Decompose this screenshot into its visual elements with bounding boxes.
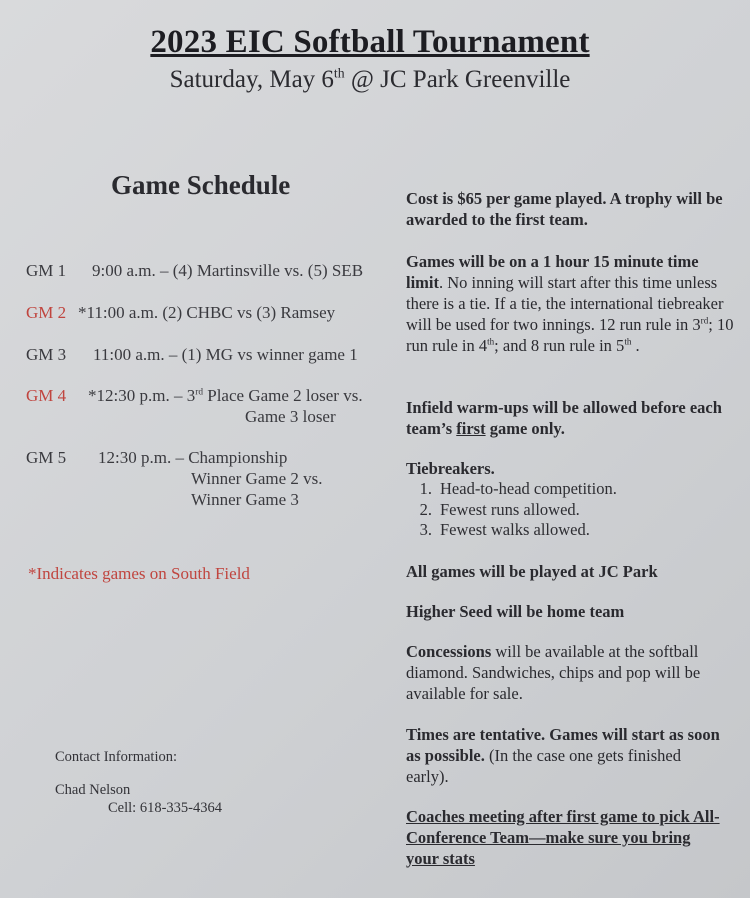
time-limit-note: Games will be on a 1 hour 15 minute time limit. No inning will start after this time unless there is a tie. If a tie, the international tiebreaker will be used for two innings. 12 run rule in 3rd; 10 run rule in 4th; and 8 run rule in 5th . [406, 252, 734, 355]
game-5-detail-line3: Winner Game 3 [191, 490, 299, 509]
coaches-meeting-note: Coaches meeting after first game to pick All-Conference Team—make sure you bring your stats [406, 807, 720, 868]
game-4-detail-line2: Game 3 loser [245, 407, 336, 426]
game-5-detail: 12:30 p.m. – Championship [98, 448, 288, 467]
game-3-id: GM 3 [26, 345, 67, 364]
tiebreaker-item: 1. Head-to-head competition. [419, 479, 617, 498]
tiebreakers-heading: Tiebreakers. [406, 459, 495, 478]
game-5-detail-line2: Winner Game 2 vs. [191, 469, 323, 488]
tiebreakers-list [406, 479, 617, 541]
cost-note: Cost is $65 per game played. A trophy will be awarded to the first team. [406, 189, 723, 229]
game-1-id: GM 1 [26, 261, 67, 280]
game-4-detail: *12:30 p.m. – 3rd Place Game 2 loser vs. [88, 386, 363, 405]
tiebreaker-item: 3. Fewest walks allowed. [419, 520, 590, 539]
game-4-id: GM 4 [26, 386, 67, 405]
concessions-note: Concessions will be available at the softball diamond. Sandwiches, chips and pop will be available for sale. [406, 642, 701, 703]
game-2-id: GM 2 [26, 303, 67, 322]
game-2-detail: *11:00 a.m. (2) CHBC vs (3) Ramsey [78, 303, 336, 322]
contact-cell: Cell: 618-335-4364 [108, 800, 222, 816]
tiebreaker-item: 2. Fewest runs allowed. [419, 499, 580, 519]
document-subtitle: Saturday, May 6th @ JC Park Greenville [169, 65, 571, 93]
south-field-footnote: *Indicates games on South Field [28, 564, 250, 583]
contact-label: Contact Information: [55, 749, 178, 765]
game-3-detail: 11:00 a.m. – (1) MG vs winner game 1 [93, 345, 358, 364]
venue-note: All games will be played at JC Park [406, 562, 658, 581]
document-title: 2023 EIC Softball Tournament [150, 24, 590, 60]
game-1-detail: 9:00 a.m. – (4) Martinsville vs. (5) SEB [92, 261, 364, 280]
contact-name: Chad Nelson [55, 782, 131, 798]
home-team-note: Higher Seed will be home team [406, 602, 625, 621]
schedule-heading: Game Schedule [111, 170, 291, 200]
times-note: Times are tentative. Games will start as soon as possible. (In the case one gets finished early). [406, 725, 720, 786]
warmups-note: Infield warm-ups will be allowed before each team’s first game only. [406, 398, 722, 438]
game-5-id: GM 5 [26, 448, 67, 467]
